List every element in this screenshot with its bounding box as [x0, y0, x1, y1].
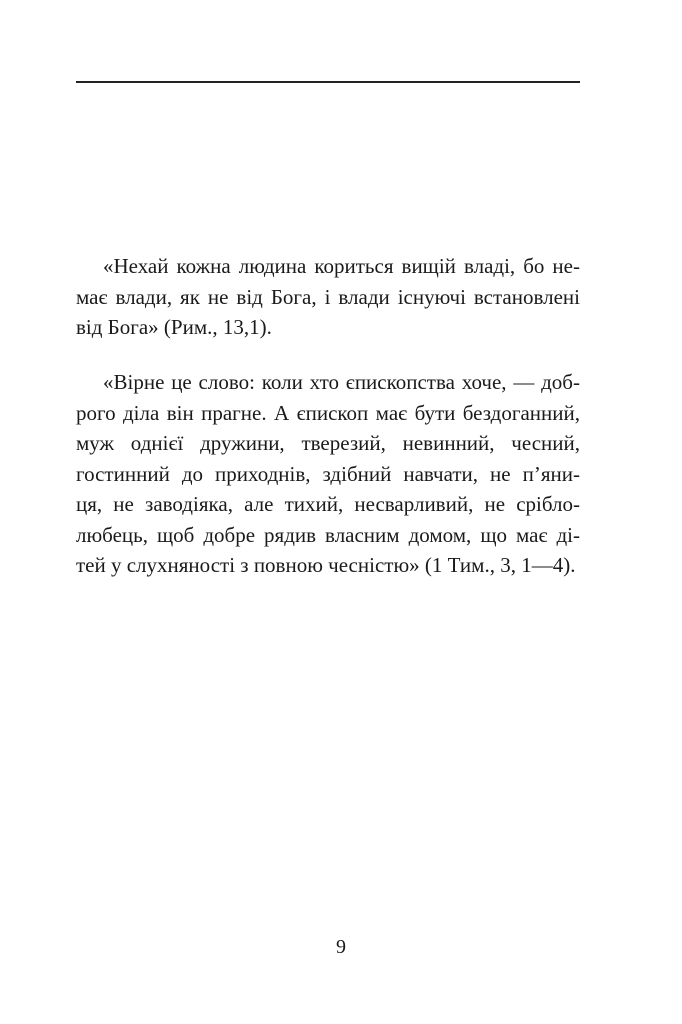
text-line: гостинний до приходнів, здібний навчати, не п’яни- — [76, 461, 580, 486]
page-number: 9 — [336, 936, 346, 958]
paragraph-timothy-quote — [76, 367, 580, 581]
text-line: «Вірне це слово: коли хто єпископства хоче, — доб- — [103, 370, 580, 394]
text-line: має влади, як не від Бога, і влади існуючі встановлені — [76, 284, 580, 309]
text-line: «Нехай кожна людина кориться вищій владі, бо не- — [103, 254, 580, 278]
text-line: муж однієї дружини, тверезий, невинний, чесний, — [76, 431, 580, 455]
text-line: тей у слухняності з повною чесністю» (1 Тим., 3, 1—4). — [76, 553, 576, 577]
paragraph-romans-quote — [76, 251, 580, 343]
text-line: ця, не заводіяка, але тихий, несварливий, не срібло- — [76, 492, 580, 516]
text-line: любець, щоб добре рядив власним домом, що має ді- — [76, 522, 580, 547]
text-line: рого діла він прагне. А єпископ має бути бездоганний, — [76, 400, 580, 425]
header-rule — [76, 81, 580, 83]
text-line: від Бога» (Рим., 13,1). — [76, 315, 272, 339]
